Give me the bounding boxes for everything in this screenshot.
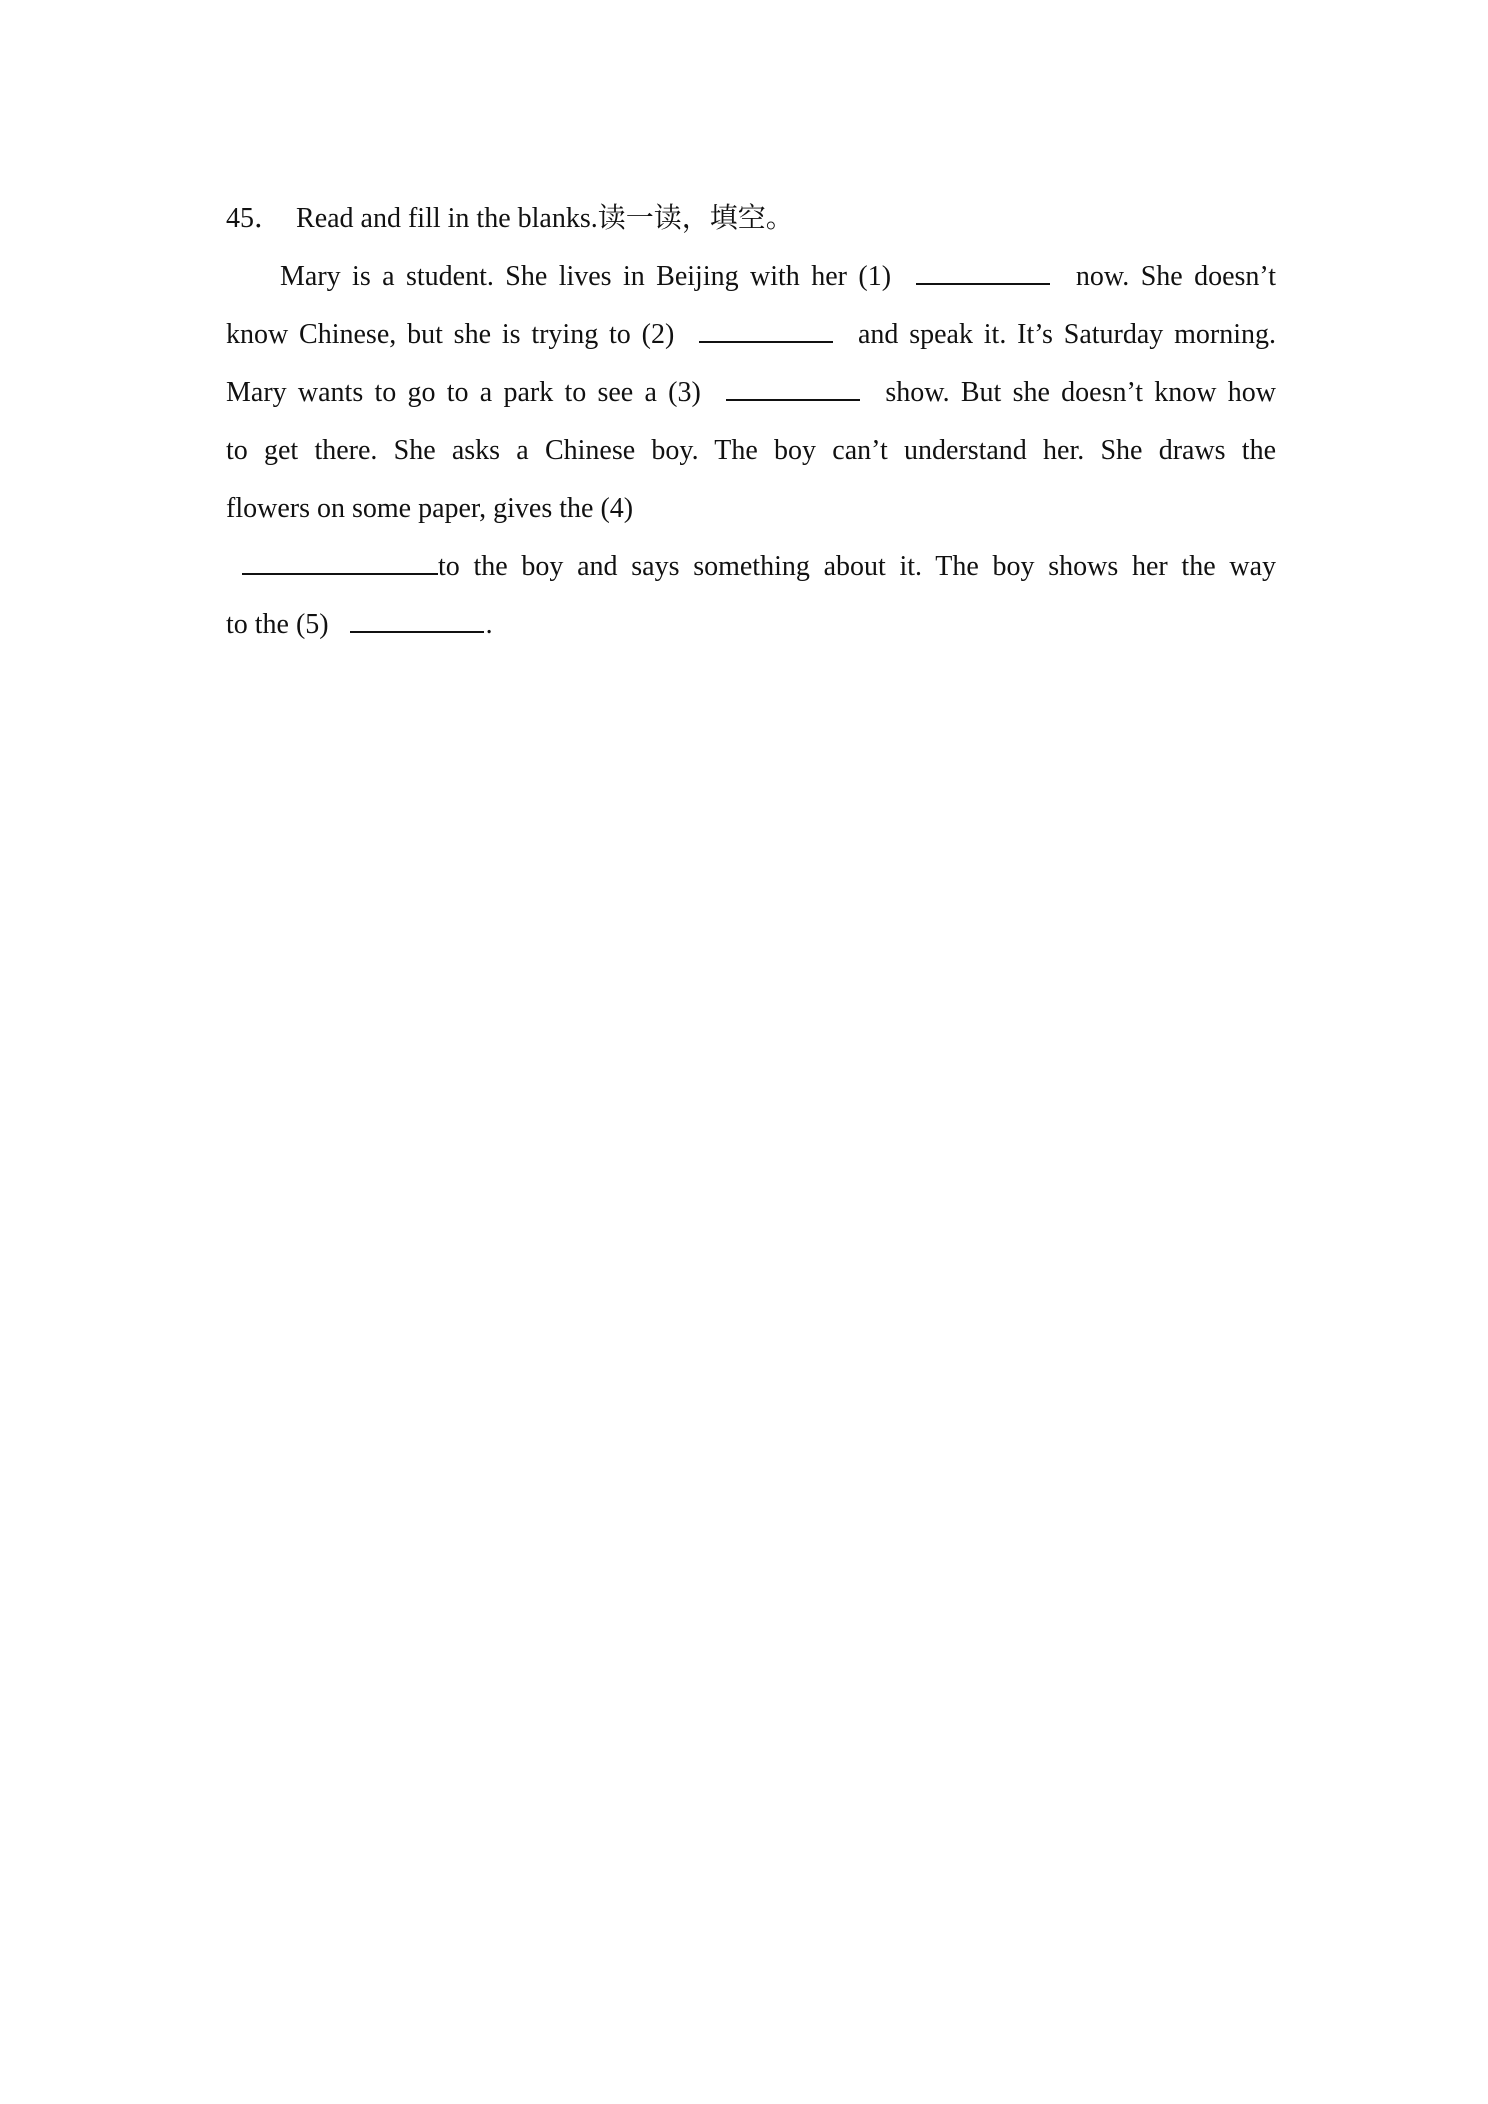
question-instruction: Read and fill in the blanks.读一读，填空。 [296, 203, 794, 234]
blank-2[interactable] [699, 311, 833, 343]
passage-text: to the boy and says something about it. The boy shows her the way [438, 551, 1276, 582]
passage-line-7 [226, 596, 1276, 654]
passage-text: to get there. She asks a Chinese boy. The boy can’t understand her. She draws the [226, 435, 1276, 466]
passage-line-5 [226, 480, 1276, 538]
passage-line-1 [226, 248, 1276, 306]
passage-text: . [485, 609, 493, 640]
blank-1[interactable] [916, 253, 1050, 285]
blank-3[interactable] [726, 369, 860, 401]
blank-4[interactable] [242, 543, 438, 575]
passage-text: show. But she doesn’t know how [885, 377, 1276, 408]
passage-line-3 [226, 364, 1276, 422]
passage-line-4 [226, 422, 1276, 480]
passage-line-2 [226, 306, 1276, 364]
passage-text: flowers on some paper, gives the (4) [226, 493, 634, 524]
passage-text: Mary is a student. She lives in Beijing with her (1) [280, 261, 892, 292]
passage-text: now. She doesn’t [1075, 261, 1277, 292]
passage-text: Mary wants to go to a park to see a (3) [226, 377, 701, 408]
passage-text: and speak it. It’s Saturday morning. [857, 319, 1277, 350]
passage-line-6 [226, 538, 1276, 596]
question-number: 45． [226, 203, 283, 234]
passage-text: to the (5) [226, 609, 329, 640]
passage-text: know Chinese, but she is trying to (2) [226, 319, 675, 350]
question-header [226, 190, 1276, 248]
blank-5[interactable] [350, 601, 484, 633]
question-45 [226, 190, 1276, 654]
